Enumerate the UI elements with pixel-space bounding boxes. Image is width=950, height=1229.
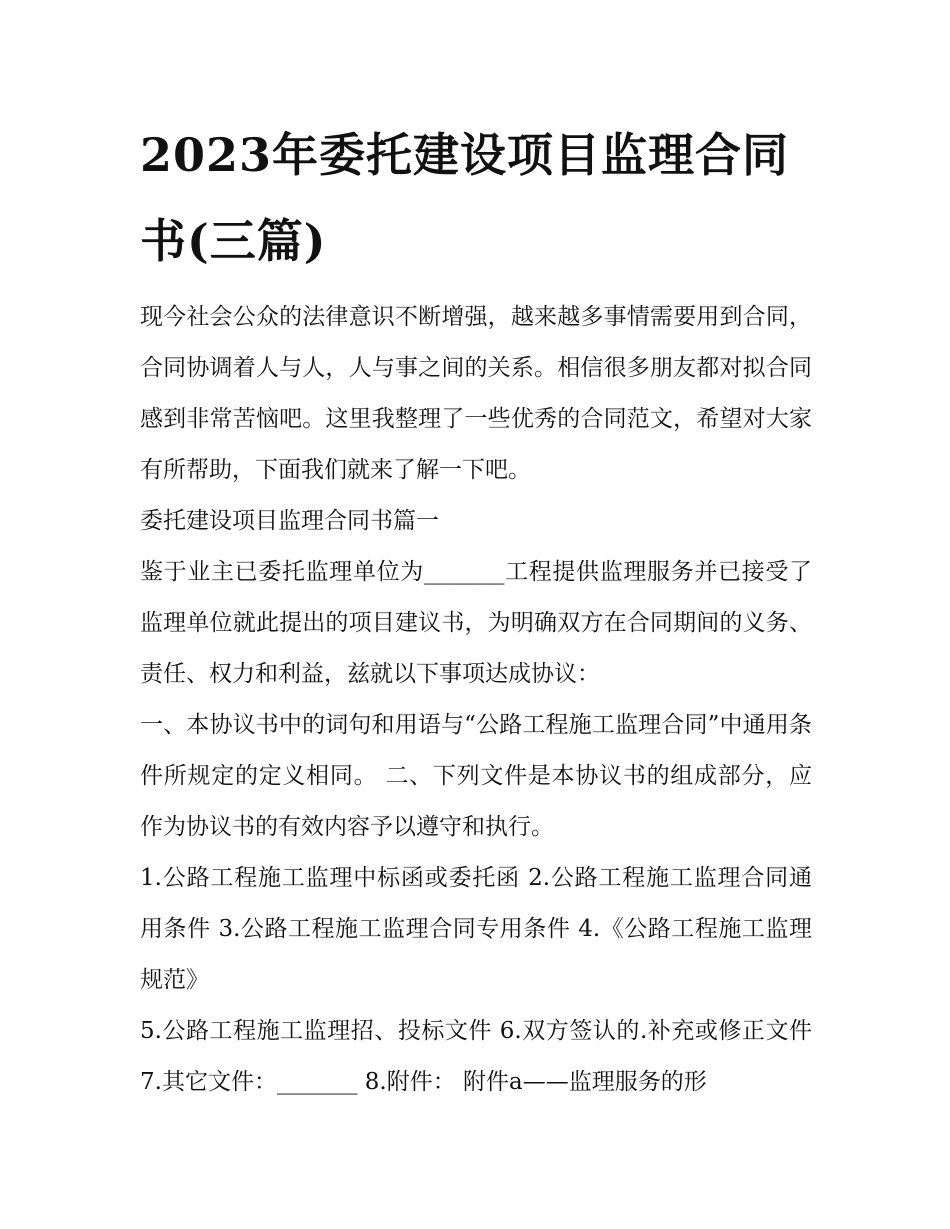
- title-block: [140, 112, 812, 284]
- document-title: 2023年委托建设项目监理合同书(三篇): [140, 128, 790, 268]
- body-paragraph-2: 一、本协议书中的词句和用语与“公路工程施工监理合同”中通用条件所规定的定义相同。 二、下列文件是本协议书的组成部分，应作为协议书的有效内容予以遵守和执行。: [140, 712, 812, 840]
- body-paragraph-4: 5.公路工程施工监理招、投标文件 6.双方签认的.补充或修正文件 7.其它文件：_______ 8.附件： 附件a——监理服务的形: [140, 1018, 812, 1095]
- document-page: [140, 112, 812, 1108]
- body-paragraph-3: 1.公路工程施工监理中标函或委托函 2.公路工程施工监理合同通用条件 3.公路工程施工监理合同专用条件 4.《公路工程施工监理规范》: [140, 865, 812, 993]
- body-paragraph-1: 鉴于业主已委托监理单位为_______工程提供监理服务并已接受了监理单位就此提出的项目建议书，为明确双方在合同期间的义务、责任、权力和利益，兹就以下事项达成协议：: [140, 559, 812, 687]
- section-heading: 委托建设项目监理合同书篇一: [140, 508, 439, 534]
- intro-paragraph: 现今社会公众的法律意识不断增强，越来越多事情需要用到合同，合同协调着人与人，人与事之间的关系。相信很多朋友都对拟合同感到非常苦恼吧。这里我整理了一些优秀的合同范文，希望对大家有所帮助，下面我们就来了解一下吧。: [140, 304, 812, 483]
